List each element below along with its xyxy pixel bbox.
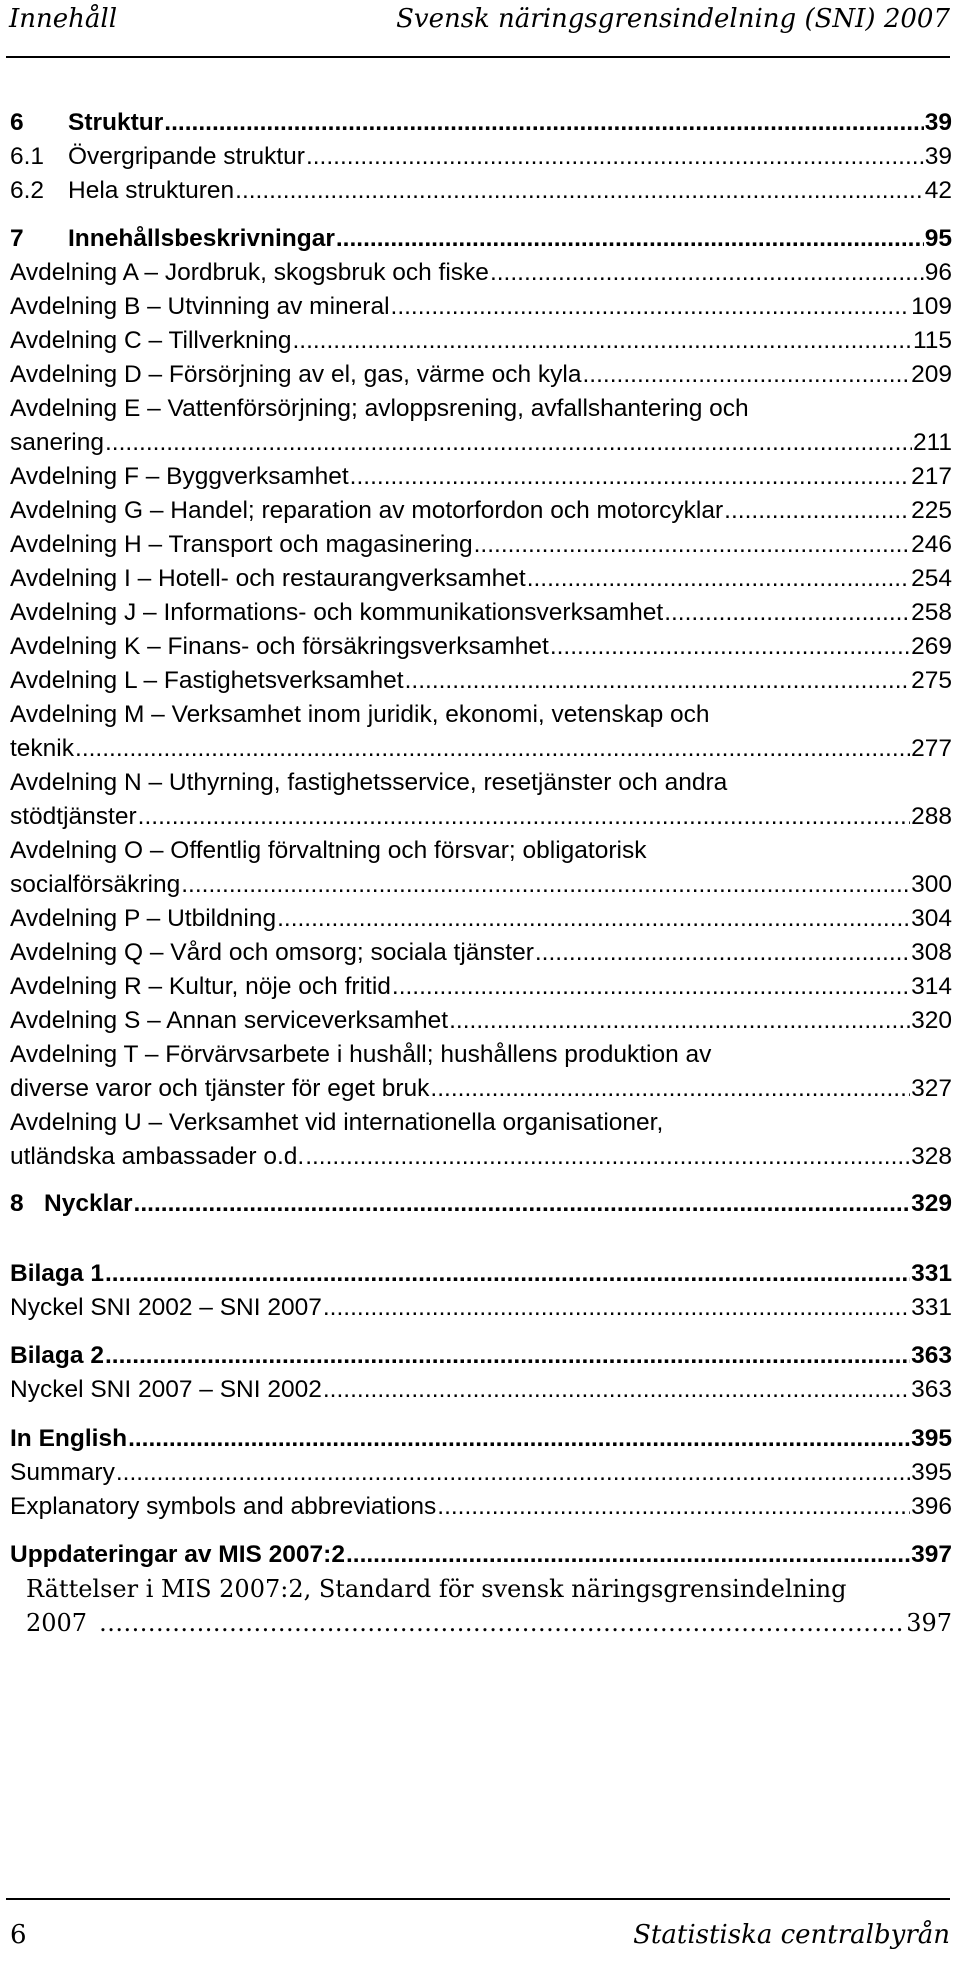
- toc-entry-avdelning-a[interactable]: [10, 256, 952, 290]
- toc-entry-title: Innehållsbeskrivningar: [68, 225, 335, 252]
- toc-entry-avdelning-i[interactable]: [10, 562, 952, 596]
- toc-leader-dots: [138, 800, 910, 834]
- toc-entry-title: Bilaga 2: [10, 1342, 104, 1369]
- toc-entry-avdelning-n[interactable]: [10, 766, 952, 834]
- toc-entry-title: Avdelning A – Jordbruk, skogsbruk och fiske: [10, 259, 489, 286]
- toc-leader-dots: [449, 1004, 910, 1038]
- toc-leader-dots: [128, 1422, 910, 1456]
- toc-entry-title-line1: Avdelning E – Vattenförsörjning; avloppsrening, avfallshantering och: [10, 395, 749, 422]
- toc-page-number: 331: [911, 1260, 952, 1287]
- toc-page-number: 109: [911, 293, 952, 320]
- toc-entry-in-english[interactable]: [10, 1422, 952, 1456]
- toc-entry-title: Explanatory symbols and abbreviations: [10, 1493, 437, 1520]
- toc-leader-dots: [105, 1339, 910, 1373]
- toc-leader-dots: [405, 664, 911, 698]
- toc-entry-title: Nycklar: [44, 1190, 133, 1217]
- toc-page-number: 288: [911, 803, 952, 830]
- toc-page-number: 95: [924, 225, 952, 252]
- toc-entry-title-line2: teknik: [10, 735, 75, 762]
- toc-leader-dots: [430, 1072, 910, 1106]
- toc-leader-dots: [116, 1456, 910, 1490]
- toc-page-number: 300: [911, 871, 952, 898]
- toc-entry-title-line1: Avdelning U – Verksamhet vid internationella organisationer,: [10, 1109, 664, 1136]
- toc-leader-dots: [323, 1373, 910, 1407]
- footer-page-number: 6: [10, 1920, 27, 1950]
- toc-entry-title: Avdelning K – Finans- och försäkringsverksamhet: [10, 633, 549, 660]
- toc-entry-title-line2: stödtjänster: [10, 803, 137, 830]
- toc-leader-dots: [535, 936, 910, 970]
- toc-entry-struktur[interactable]: [10, 106, 952, 140]
- toc-page-number: 39: [924, 109, 952, 136]
- footer-publisher: Statistiska centralbyrån: [633, 1920, 950, 1950]
- toc-page-number: 211: [912, 429, 952, 456]
- toc-entry-title: Bilaga 1: [10, 1260, 104, 1287]
- toc-entry-avdelning-g[interactable]: [10, 494, 952, 528]
- toc-leader-dots: [583, 358, 911, 392]
- toc-page-number: 225: [911, 497, 952, 524]
- toc-page-number: 275: [911, 667, 952, 694]
- toc-entry-explanatory-symbols[interactable]: [10, 1490, 952, 1524]
- toc-entry-avdelning-k[interactable]: [10, 630, 952, 664]
- toc-entry-nyckel-2007-2002[interactable]: [10, 1373, 952, 1407]
- toc-entry-avdelning-u[interactable]: [10, 1106, 952, 1174]
- toc-entry-nyckel-2002-2007[interactable]: [10, 1291, 952, 1325]
- toc-page-number: 331: [911, 1294, 952, 1321]
- toc-page-number: 269: [911, 633, 952, 660]
- toc-leader-dots: [105, 1257, 910, 1291]
- header-section-title: Innehåll: [9, 4, 118, 34]
- toc-leader-dots: [305, 1140, 910, 1174]
- toc-page-number: 363: [911, 1376, 952, 1403]
- toc-entry-avdelning-b[interactable]: [10, 290, 952, 324]
- toc-entry-uppdateringar[interactable]: [10, 1538, 952, 1572]
- toc-page-number: 258: [911, 599, 952, 626]
- toc-entry-number: 6.1: [10, 143, 45, 170]
- toc-entry-title: Avdelning R – Kultur, nöje och fritid: [10, 973, 391, 1000]
- toc-leader-dots: [350, 460, 910, 494]
- toc-page-number: 397: [906, 1609, 952, 1637]
- toc-entry-overgripande-struktur[interactable]: [10, 140, 952, 174]
- toc-entry-title: Avdelning Q – Vård och omsorg; sociala tjänster: [10, 939, 534, 966]
- toc-leader-dots: [392, 970, 910, 1004]
- toc-entry-hela-strukturen[interactable]: [10, 174, 952, 208]
- toc-page-number: 254: [911, 565, 952, 592]
- toc-leader-dots: [181, 868, 910, 902]
- toc-entry-number: 7: [10, 225, 24, 252]
- toc-entry-title-line1: Avdelning M – Verksamhet inom juridik, ekonomi, vetenskap och: [10, 701, 710, 728]
- toc-entry-avdelning-m[interactable]: [10, 698, 952, 766]
- toc-page-number: 304: [911, 905, 952, 932]
- toc-page-number: 39: [924, 143, 952, 170]
- toc-page-number: 363: [911, 1342, 952, 1369]
- toc-entry-title: Avdelning G – Handel; reparation av motorfordon och motorcyklar: [10, 497, 724, 524]
- toc-page-number: 115: [912, 327, 952, 354]
- page-header: [6, 0, 950, 58]
- toc-leader-dots: [391, 290, 911, 324]
- toc-entry-title: Hela strukturen: [68, 177, 235, 204]
- toc-entry-avdelning-q[interactable]: [10, 936, 952, 970]
- toc-page-number: 246: [911, 531, 952, 558]
- toc-leader-dots: [490, 256, 924, 290]
- toc-page-number: 217: [911, 463, 952, 490]
- toc-leader-dots: [724, 494, 910, 528]
- toc-leader-dots: [527, 562, 910, 596]
- toc-entry-avdelning-d[interactable]: [10, 358, 952, 392]
- toc-entry-title: Uppdateringar av MIS 2007:2: [10, 1541, 345, 1568]
- toc-entry-title-line1: Rättelser i MIS 2007:2, Standard för svensk näringsgrensindelning: [26, 1575, 847, 1603]
- toc-leader-dots: [550, 630, 910, 664]
- toc-entry-title: Nyckel SNI 2002 – SNI 2007: [10, 1294, 322, 1321]
- toc-page-number: 42: [924, 177, 952, 204]
- toc-entry-title-line2: socialförsäkring: [10, 871, 181, 898]
- header-document-title: Svensk näringsgrensindelning (SNI) 2007: [396, 4, 950, 34]
- toc-leader-dots: [134, 1187, 911, 1221]
- toc-entry-title-line2: sanering: [10, 429, 104, 456]
- toc-entry-avdelning-e[interactable]: [10, 392, 952, 460]
- toc-leader-dots: [346, 1538, 910, 1572]
- toc-entry-title: Struktur: [68, 109, 164, 136]
- toc-entry-avdelning-f[interactable]: [10, 460, 952, 494]
- toc-entry-title: Avdelning B – Utvinning av mineral: [10, 293, 390, 320]
- toc-entry-bilaga-1[interactable]: [10, 1257, 952, 1291]
- toc-entry-bilaga-2[interactable]: [10, 1339, 952, 1373]
- toc-leader-dots: [164, 106, 923, 140]
- toc-leader-dots: [306, 140, 924, 174]
- toc-leader-dots: [323, 1291, 910, 1325]
- toc-leader-dots: [75, 732, 910, 766]
- toc-entry-title: Avdelning P – Utbildning: [10, 905, 277, 932]
- toc-entry-title: Avdelning J – Informations- och kommunikationsverksamhet: [10, 599, 664, 626]
- toc-entry-avdelning-h[interactable]: [10, 528, 952, 562]
- toc-entry-title: Avdelning I – Hotell- och restaurangverksamhet: [10, 565, 526, 592]
- toc-leader-dots: [105, 426, 912, 460]
- toc-entry-number: 6: [10, 109, 24, 136]
- toc-entry-title-line2: utländska ambassader o.d.: [10, 1143, 305, 1170]
- toc-page-number: 395: [911, 1459, 952, 1486]
- toc-page-number: 329: [911, 1190, 952, 1217]
- toc-entry-summary[interactable]: [10, 1456, 952, 1490]
- toc-entry-avdelning-c[interactable]: [10, 324, 952, 358]
- toc-entry-title: Avdelning F – Byggverksamhet: [10, 463, 349, 490]
- toc-entry-title-line1: Avdelning T – Förvärvsarbete i hushåll; hushållens produktion av: [10, 1041, 712, 1068]
- toc-entry-avdelning-o[interactable]: [10, 834, 952, 902]
- toc-page-number: 327: [911, 1075, 952, 1102]
- toc-page-number: 396: [911, 1493, 952, 1520]
- toc-leader-dots: [664, 596, 910, 630]
- toc-page-number: 314: [911, 973, 952, 1000]
- toc-page-number: 277: [911, 735, 952, 762]
- page-footer: [6, 1898, 950, 1971]
- toc-page-number: 320: [911, 1007, 952, 1034]
- toc-entry-title-line2: diverse varor och tjänster för eget bruk: [10, 1075, 430, 1102]
- toc-page-number: 96: [924, 259, 952, 286]
- toc-leader-dots: [277, 902, 910, 936]
- toc-leader-dots: [437, 1490, 910, 1524]
- toc-entry-title: Avdelning C – Tillverkning: [10, 327, 292, 354]
- toc-page-number: 209: [911, 361, 952, 388]
- toc-page-number: 308: [911, 939, 952, 966]
- toc-leader-dots: [235, 174, 924, 208]
- toc-entry-title-line1: Avdelning O – Offentlig förvaltning och försvar; obligatorisk: [10, 837, 647, 864]
- toc-entry-avdelning-t[interactable]: [10, 1038, 952, 1106]
- toc-page-number: 397: [911, 1541, 952, 1568]
- toc-leader-dots: [292, 324, 911, 358]
- toc-entry-title: Avdelning D – Försörjning av el, gas, värme och kyla: [10, 361, 582, 388]
- toc-leader-dots: [474, 528, 911, 562]
- toc-entry-title-line1: Avdelning N – Uthyrning, fastighetsservice, resetjänster och andra: [10, 769, 728, 796]
- toc-entry-nycklar[interactable]: [10, 1187, 952, 1221]
- toc-leader-dots: [336, 222, 924, 256]
- toc-entry-title: Nyckel SNI 2007 – SNI 2002: [10, 1376, 322, 1403]
- toc-entry-title: Avdelning S – Annan serviceverksamhet: [10, 1007, 449, 1034]
- toc-entry-number: 6.2: [10, 177, 45, 204]
- toc-entry-title: Avdelning L – Fastighetsverksamhet: [10, 667, 404, 694]
- toc-entry-title: Övergripande struktur: [68, 143, 305, 170]
- toc-leader-dots: [99, 1606, 905, 1640]
- toc-entry-avdelning-j[interactable]: [10, 596, 952, 630]
- toc-entry-avdelning-r[interactable]: [10, 970, 952, 1004]
- toc-page-number: 328: [911, 1143, 952, 1170]
- toc-entry-rattelser[interactable]: [10, 1572, 952, 1640]
- toc-page-number: 395: [911, 1425, 952, 1452]
- toc-entry-innehallsbeskrivningar[interactable]: [10, 222, 952, 256]
- toc-entry-avdelning-p[interactable]: [10, 902, 952, 936]
- toc-entry-avdelning-l[interactable]: [10, 664, 952, 698]
- toc-entry-avdelning-s[interactable]: [10, 1004, 952, 1038]
- toc-entry-title: In English: [10, 1425, 128, 1452]
- toc-entry-title: Avdelning H – Transport och magasinering: [10, 531, 473, 558]
- toc-entry-number: 8: [10, 1190, 24, 1217]
- toc-entry-title-line2: 2007: [26, 1609, 88, 1637]
- toc-entry-title: Summary: [10, 1459, 115, 1486]
